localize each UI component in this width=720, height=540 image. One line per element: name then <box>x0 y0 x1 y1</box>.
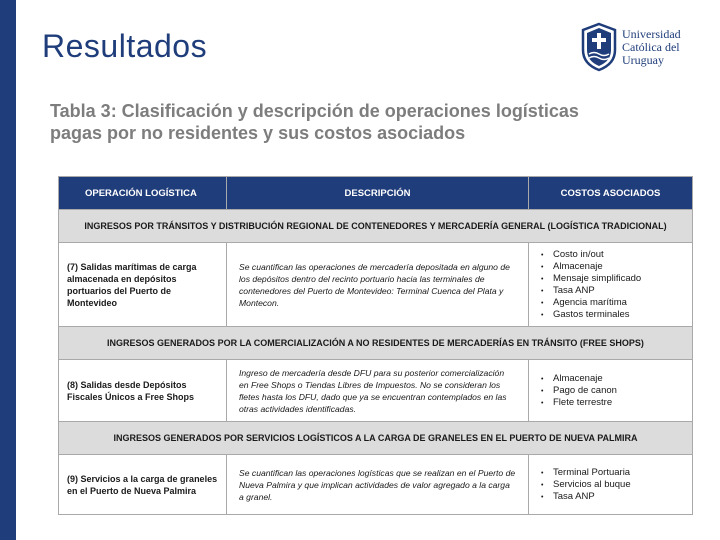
section-title-text: INGRESOS GENERADOS POR LA COMERCIALIZACIÓN A NO RESIDENTES DE MERCADERÍAS EN TRÁNSITO <box>107 338 580 348</box>
section-title-text: INGRESOS POR TRÁNSITOS Y DISTRIBUCIÓN REGIONAL DE CONTENEDORES Y MERCADERÍA GENERAL <box>84 221 548 231</box>
cost-item: • Pago de canon <box>553 385 686 397</box>
table-header-row <box>59 177 693 210</box>
costs-list <box>553 249 686 321</box>
section-row <box>59 422 693 455</box>
table-row <box>59 243 693 327</box>
costs-cell <box>529 243 693 327</box>
operation-cell: (9) Servicios a la carga de graneles en el Puerto de Nueva Palmira <box>59 455 227 515</box>
section-row <box>59 327 693 360</box>
university-logo <box>580 22 700 76</box>
section-row <box>59 210 693 243</box>
logistics-operations-table <box>58 176 693 515</box>
left-accent-bar <box>0 0 16 540</box>
section-title <box>59 327 693 360</box>
cost-item: • Costo in/out <box>553 249 686 261</box>
cost-item: • Flete terrestre <box>553 397 686 409</box>
cost-item: • Gastos terminales <box>553 309 686 321</box>
costs-cell <box>529 455 693 515</box>
column-header-costs: COSTOS ASOCIADOS <box>529 177 693 210</box>
operation-cell: (8) Salidas desde Depósitos Fiscales Únicos a Free Shops <box>59 360 227 422</box>
section-title-text: INGRESOS GENERADOS POR SERVICIOS LOGÍSTICOS A LA CARGA DE GRANELES EN EL <box>113 433 510 443</box>
section-title-emphasis: (LOGÍSTICA TRADICIONAL) <box>547 221 667 231</box>
cost-item: • Tasa ANP <box>553 491 686 503</box>
logo-line: Católica del <box>622 40 680 54</box>
table-heading <box>50 100 650 144</box>
university-seal-icon <box>580 22 618 72</box>
table-row <box>59 360 693 422</box>
table-heading-line: pagas por no residentes y sus costos asociados <box>50 123 466 143</box>
column-header-description: DESCRIPCIÓN <box>227 177 529 210</box>
cost-item: • Almacenaje <box>553 261 686 273</box>
logo-wordmark <box>622 28 681 67</box>
cost-item: • Almacenaje <box>553 373 686 385</box>
table-row <box>59 455 693 515</box>
section-title-emphasis: PUERTO DE NUEVA PALMIRA <box>509 433 638 443</box>
table-heading-line: Tabla 3: Clasificación y descripción de operaciones logísticas <box>50 101 579 121</box>
section-title-emphasis: (FREE SHOPS) <box>579 338 644 348</box>
cost-item: • Servicios al buque <box>553 479 686 491</box>
description-cell: Se cuantifican las operaciones de mercadería depositada en alguno de los depósitos dentro del recinto portuario hacia las terminales de contenedores del Puerto de Montevideo: Terminal Cuenca del Plata y Montecon. <box>227 243 529 327</box>
logo-line: Uruguay <box>622 53 664 67</box>
costs-list <box>553 467 686 503</box>
cost-item: • Tasa ANP <box>553 285 686 297</box>
costs-cell <box>529 360 693 422</box>
slide-title: Resultados <box>42 28 208 64</box>
column-header-operation: OPERACIÓN LOGÍSTICA <box>59 177 227 210</box>
logo-line: Universidad <box>622 27 681 41</box>
section-title <box>59 210 693 243</box>
section-title <box>59 422 693 455</box>
description-cell: Se cuantifican las operaciones logísticas que se realizan en el Puerto de Nueva Palmira y que implican actividades de valor agregado a la carga a granel. <box>227 455 529 515</box>
description-cell: Ingreso de mercadería desde DFU para su posterior comercialización en Free Shops o Tiendas Libres de Impuestos. No se consideran los fletes hasta los DFU, dado que ya se encuentran contemplados en las otras actividades identificadas. <box>227 360 529 422</box>
cost-item: • Mensaje simplificado <box>553 273 686 285</box>
costs-list <box>553 373 686 409</box>
cost-item: • Terminal Portuaria <box>553 467 686 479</box>
cost-item: • Agencia marítima <box>553 297 686 309</box>
operation-cell: (7) Salidas marítimas de carga almacenada en depósitos portuarios del Puerto de Montevideo <box>59 243 227 327</box>
